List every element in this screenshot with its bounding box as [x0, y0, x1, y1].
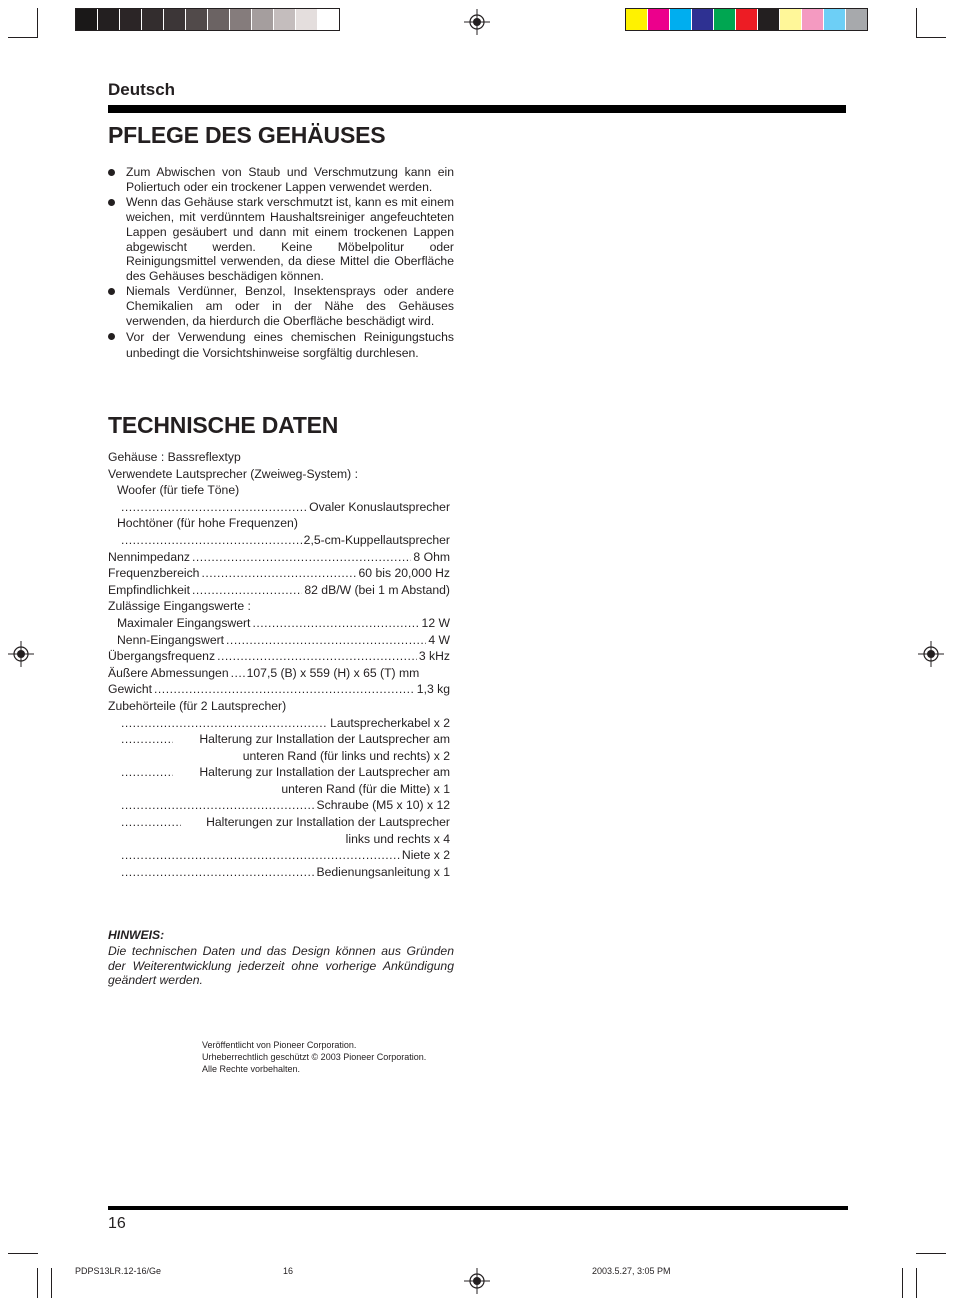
color-swatch [296, 9, 318, 30]
spec-sensitivity-row: Empfindlichkeit ..... 82 dB/W (bei 1 m Abstand) [108, 582, 450, 599]
color-swatch [120, 9, 142, 30]
color-swatch [230, 9, 252, 30]
registration-crosshair-icon [464, 1268, 490, 1294]
bullet-icon [108, 199, 115, 206]
spec-enclosure: Gehäuse : Bassreflextyp [108, 450, 241, 464]
accessory-manual-row: ..... Bedienungsanleitung x 1 [108, 864, 450, 881]
spec-woofer-row: ..... Ovaler Konuslautsprecher [108, 499, 450, 516]
language-label: Deutsch [108, 80, 176, 99]
accessory-brackets-lr-row-cont: links und rechts x 4 [345, 831, 450, 846]
list-item: Vor der Verwendung eines chemischen Reinigungstuchs unbedingt die Vorsichtshinweise sorgfältig durchlesen. [108, 329, 454, 362]
spec-woofer-label: Woofer (für tiefe Töne) [117, 483, 240, 498]
accessory-bracket-row-cont: unteren Rand (für links und rechts) x 2 [242, 748, 450, 763]
color-swatch [824, 9, 846, 30]
care-section-title: PFLEGE DES GEHÄUSES [108, 122, 386, 148]
color-swatch [274, 9, 296, 30]
bullet-icon [108, 333, 115, 340]
footer-date: 2003.5.27, 3:05 PM [592, 1266, 671, 1276]
accessory-rivet-row: ..... Niete x 2 [108, 847, 450, 864]
care-instructions-list [108, 165, 454, 362]
accessory-bracket-center-row-cont: unteren Rand (für die Mitte) x 1 [281, 781, 450, 796]
color-swatch [318, 9, 339, 30]
spec-frequency-row: Frequenzbereich ..... 60 bis 20,000 Hz [108, 565, 450, 582]
color-swatch [208, 9, 230, 30]
color-swatch [714, 9, 736, 30]
note-text: Die technischen Daten und das Design können aus Gründen der Weiterentwicklung jederzeit ohne vorherige Ankündigung geändert werden. [108, 944, 454, 988]
specs-section-title: TECHNISCHE DATEN [108, 412, 339, 438]
spec-accessories-label: Zubehörteile (für 2 Lautsprecher) [108, 698, 287, 713]
spec-tweeter-label: Hochtöner (für hohe Frequenzen) [117, 516, 298, 531]
registration-crosshair-icon [918, 641, 944, 667]
list-item: Niemals Verdünner, Benzol, Insektensprays oder andere Chemikalien am oder in der Nähe des Gehäuses verwenden, da hierdurch die Oberfläche beschädigt wird. [108, 284, 454, 329]
spec-speakers-label: Verwendete Lautsprecher (Zweiweg-System) : [108, 466, 358, 481]
list-item: Zum Abwischen von Staub und Verschmutzung kann ein Poliertuch oder ein trockener Lappen verwendet werden. [108, 165, 454, 195]
copyright-line: Urheberrechtlich geschützt © 2003 Pioneer Corporation. [202, 1052, 427, 1062]
spec-max-input-row: Maximaler Eingangswert ..... 12 W [108, 615, 450, 632]
accessory-brackets-lr-row: ..... Halterungen zur Installation der Lautsprecher [108, 814, 450, 831]
accessory-cable-row: ..... Lautsprecherkabel x 2 [108, 715, 450, 732]
color-swatch [758, 9, 780, 30]
crop-mark [916, 8, 917, 38]
bullet-icon [108, 288, 115, 295]
footer-page: 16 [283, 1266, 294, 1276]
color-swatch [802, 9, 824, 30]
color-swatch [186, 9, 208, 30]
spec-input-label: Zulässige Eingangswerte : [108, 599, 251, 614]
spec-dimensions-row: Äußere Abmessungen ..... 107,5 (B) x 559 (H) x 65 (T) mm [108, 665, 450, 682]
process-color-bar [625, 8, 868, 31]
footer-rule [108, 1206, 848, 1210]
publisher-line: Veröffentlicht von Pioneer Corporation. [202, 1040, 357, 1050]
color-swatch [142, 9, 164, 30]
accessory-screw-row: ..... Schraube (M5 x 10) x 12 [108, 797, 450, 814]
crop-mark [37, 8, 38, 38]
header-rule [108, 105, 846, 113]
leader-dots [121, 532, 302, 549]
color-swatch [76, 9, 98, 30]
crop-mark [916, 1253, 946, 1254]
color-swatch [846, 9, 867, 30]
color-swatch [670, 9, 692, 30]
color-swatch [648, 9, 670, 30]
bullet-icon [108, 169, 115, 176]
color-swatch [98, 9, 120, 30]
color-swatch [252, 9, 274, 30]
color-swatch [626, 9, 648, 30]
color-swatch [692, 9, 714, 30]
registration-crosshair-icon [8, 641, 34, 667]
spec-tweeter-row: ..... 2,5-cm-Kuppellautsprecher [108, 532, 450, 549]
crop-mark [37, 1268, 38, 1298]
list-item: Wenn das Gehäuse stark verschmutzt ist, kann es mit einem weichen, mit verdünntem Haushaltsreiniger angefeuchteten Lappen gesäubert und dann mit einem trockenen Lappen abgewischt werden. Keine Möbelpolitur oder Reinigungsmittel verwenden, da diese Mittel die Oberfläche des Gehäuses beschädigen können. [108, 195, 454, 284]
registration-crosshair-icon [464, 9, 490, 35]
note-heading: HINWEIS: [108, 928, 165, 942]
footer-filename: PDPS13LR.12-16/Ge [75, 1266, 162, 1276]
color-swatch [736, 9, 758, 30]
spec-weight-row: Gewicht ..... 1,3 kg [108, 681, 450, 698]
crop-mark [916, 1268, 917, 1298]
spec-rated-input-row: Nenn-Eingangswert ..... 4 W [108, 632, 450, 649]
accessory-bracket-row: ..... Halterung zur Installation der Lautsprecher am [108, 731, 450, 748]
leader-dots [121, 499, 307, 516]
crop-mark [916, 37, 946, 38]
crop-mark [51, 1268, 52, 1298]
spec-crossover-row: Übergangsfrequenz ..... 3 kHz [108, 648, 450, 665]
spec-impedance-row: Nennimpedanz ..... 8 Ohm [108, 549, 450, 566]
color-swatch [780, 9, 802, 30]
page-number: 16 [108, 1215, 126, 1232]
crop-mark [8, 37, 38, 38]
accessory-bracket-center-row: ..... Halterung zur Installation der Lautsprecher am [108, 764, 450, 781]
crop-mark [902, 1268, 903, 1298]
color-swatch [164, 9, 186, 30]
rights-line: Alle Rechte vorbehalten. [202, 1064, 301, 1074]
grayscale-color-bar [75, 8, 340, 31]
specifications-list [108, 449, 450, 880]
publisher-info [202, 1039, 426, 1075]
crop-mark [8, 1253, 38, 1254]
